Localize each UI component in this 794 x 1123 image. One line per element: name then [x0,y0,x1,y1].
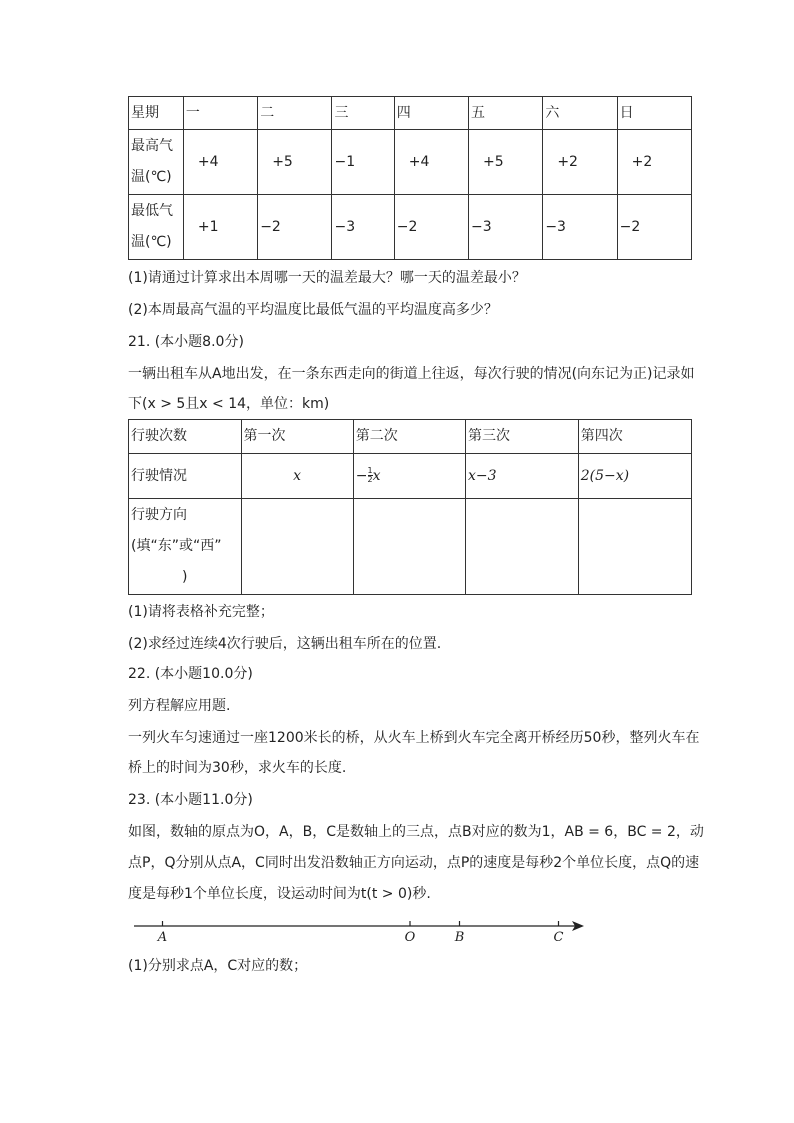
table-cell: 五 [469,97,543,130]
table-cell: 三 [332,97,394,130]
question-text: 一辆出租车从A地出发，在一条东西走向的街道上往返，每次行驶的情况(向东记为正)记录如 [128,366,695,382]
point-label: C [553,930,564,945]
point-label: A [157,930,168,945]
table-row-label [129,499,242,595]
table-cell: +4 [183,130,257,195]
table-cell: 四 [394,97,468,130]
fraction-numerator: 1 [367,466,373,475]
table-cell: 二 [258,97,332,130]
table-cell: −3 [543,195,617,260]
question-text: (2)本周最高气温的平均温度比最低气温的平均温度高多少？ [128,302,498,318]
label-line: 行驶方向 [131,507,187,523]
table-cell: 第四次 [578,420,691,454]
table-cell: −2 [394,195,468,260]
table-cell: 六 [543,97,617,130]
question-text: (1)请将表格补充完整； [128,604,274,620]
table-cell: 星期 [129,97,184,130]
table-cell: −2 [258,195,332,260]
question-header [128,664,694,684]
table-cell: −3 [469,195,543,260]
math-expression: x [293,467,302,484]
question-number: 23. [128,792,151,808]
question-points: (本小题8.0分) [154,334,244,350]
temperature-table [128,96,692,260]
math-expression: x [372,467,381,484]
table-cell: 第二次 [353,420,465,454]
table-row [129,97,692,130]
table-cell: 一 [183,97,257,130]
label-line: 温(℃) [131,234,172,250]
table-cell: −1 [332,130,394,195]
math-expression: x−3 [468,467,497,484]
question-header [128,332,694,352]
table-cell: +2 [543,130,617,195]
answer-cell[interactable] [241,499,353,595]
table-cell: +1 [183,195,257,260]
question-text: 列方程解应用题. [128,698,231,714]
answer-cell[interactable] [578,499,691,595]
question-text: 桥上的时间为30秒，求火车的长度. [128,760,347,776]
label-line: 最高气 [131,138,173,154]
table-row-label [129,130,184,195]
question-text: 点P，Q分别从点A，C同时出发沿数轴正方向运动，点P的速度是每秒2个单位长度，点Q的速 [128,855,700,871]
question-text: 一列火车匀速通过一座1200米长的桥，从火车上桥到火车完全离开桥经历50秒，整列火车在 [128,730,700,746]
table-cell: +2 [617,130,691,195]
table-cell: −3 [332,195,394,260]
label-line: 最低气 [131,203,173,219]
table-row-label [129,195,184,260]
question-points: (本小题10.0分) [154,666,253,682]
math-expression: 2(5−x) [580,467,630,484]
table-row [129,195,692,260]
question-text: 下(x > 5且x < 14，单位：km) [128,396,330,412]
fraction-denominator: 2 [367,475,373,484]
table-cell [466,454,579,499]
table-cell: 第一次 [241,420,353,454]
question-text: 度是每秒1个单位长度，设运动时间为t(t > 0)秒. [128,886,431,902]
table-row [129,454,692,499]
table-cell [241,454,353,499]
question-points: (本小题11.0分) [154,792,253,808]
question-text: 如图，数轴的原点为O，A，B，C是数轴上的三点，点B对应的数为1，AB = 6，BC = 2，动 [128,824,704,840]
number-line-figure [128,910,598,946]
label-line: 温(℃) [131,169,172,185]
table-cell: 行驶次数 [129,420,242,454]
question-text: (1)请通过计算求出本周哪一天的温差最大？哪一天的温差最小？ [128,270,526,286]
question-number: 21. [128,334,151,350]
point-label: B [454,930,465,945]
minus-sign: − [355,467,368,484]
point-label: O [404,930,416,945]
question-text: (1)分别求点A，C对应的数； [128,958,308,974]
taxi-table [128,419,692,595]
table-row [129,499,692,595]
question-header [128,790,694,810]
answer-cell[interactable] [353,499,465,595]
table-cell: 行驶情况 [129,454,242,499]
table-cell [353,454,465,499]
table-cell: +4 [394,130,468,195]
label-line: (填“东”或“西” [131,538,222,554]
label-line: ) [182,569,188,585]
table-cell: 第三次 [466,420,579,454]
table-cell: +5 [469,130,543,195]
table-cell: 日 [617,97,691,130]
table-cell: +5 [258,130,332,195]
table-cell: −2 [617,195,691,260]
answer-cell[interactable] [466,499,579,595]
table-cell [578,454,691,499]
question-number: 22. [128,666,151,682]
question-text: (2)求经过连续4次行驶后，这辆出租车所在的位置. [128,636,442,652]
table-row [129,130,692,195]
table-row [129,420,692,454]
